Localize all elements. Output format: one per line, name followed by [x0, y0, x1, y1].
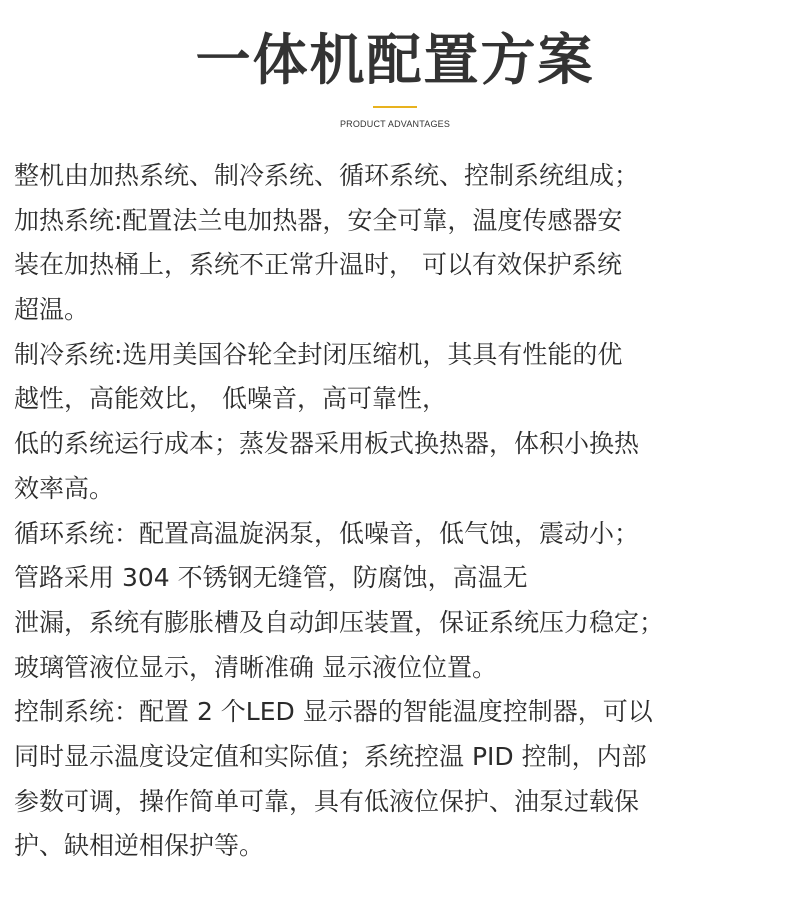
title-accent-divider	[373, 106, 417, 108]
text-line: 同时显示温度设定值和实际值；系统控温 PID 控制，内部	[14, 741, 647, 771]
configuration-description	[14, 154, 786, 869]
text-line: 效率高。	[14, 473, 115, 503]
page-subtitle: PRODUCT ADVANTAGES	[339, 119, 451, 129]
text-line: 循环系统：配置高温旋涡泵，低噪音，低气蚀，震动小；	[14, 518, 640, 548]
text-line: 越性，高能效比， 低噪音，高可靠性，	[14, 384, 447, 414]
text-line: 超温。	[14, 295, 90, 325]
text-line: 加热系统:配置法兰电加热器，安全可靠，温度传感器安	[14, 205, 623, 235]
text-line: 泄漏，系统有膨胀槽及自动卸压装置，保证系统压力稳定；	[14, 607, 665, 637]
text-line: 管路采用 304 不锈钢无缝管，防腐蚀，高温无	[14, 563, 528, 593]
text-line: 装在加热桶上，系统不正常升温时， 可以有效保护系统	[14, 250, 622, 280]
text-line: 制冷系统:选用美国谷轮全封闭压缩机，其具有性能的优	[14, 339, 623, 369]
text-line: 整机由加热系统、制冷系统、循环系统、控制系统组成；	[14, 161, 640, 190]
text-line: 护、缺相逆相保护等。	[14, 831, 265, 861]
page-header	[0, 22, 790, 130]
text-line: 参数可调，操作简单可靠，具有低液位保护、油泵过载保	[14, 786, 640, 816]
page-title: 一体机配置方案	[195, 28, 595, 92]
text-line: 低的系统运行成本；蒸发器采用板式换热器，体积小换热	[14, 429, 640, 459]
text-line: 控制系统：配置 2 个LED 显示器的智能温度控制器，可以	[14, 697, 653, 727]
text-line: 玻璃管液位显示，清晰准确 显示液位位置。	[14, 652, 497, 682]
